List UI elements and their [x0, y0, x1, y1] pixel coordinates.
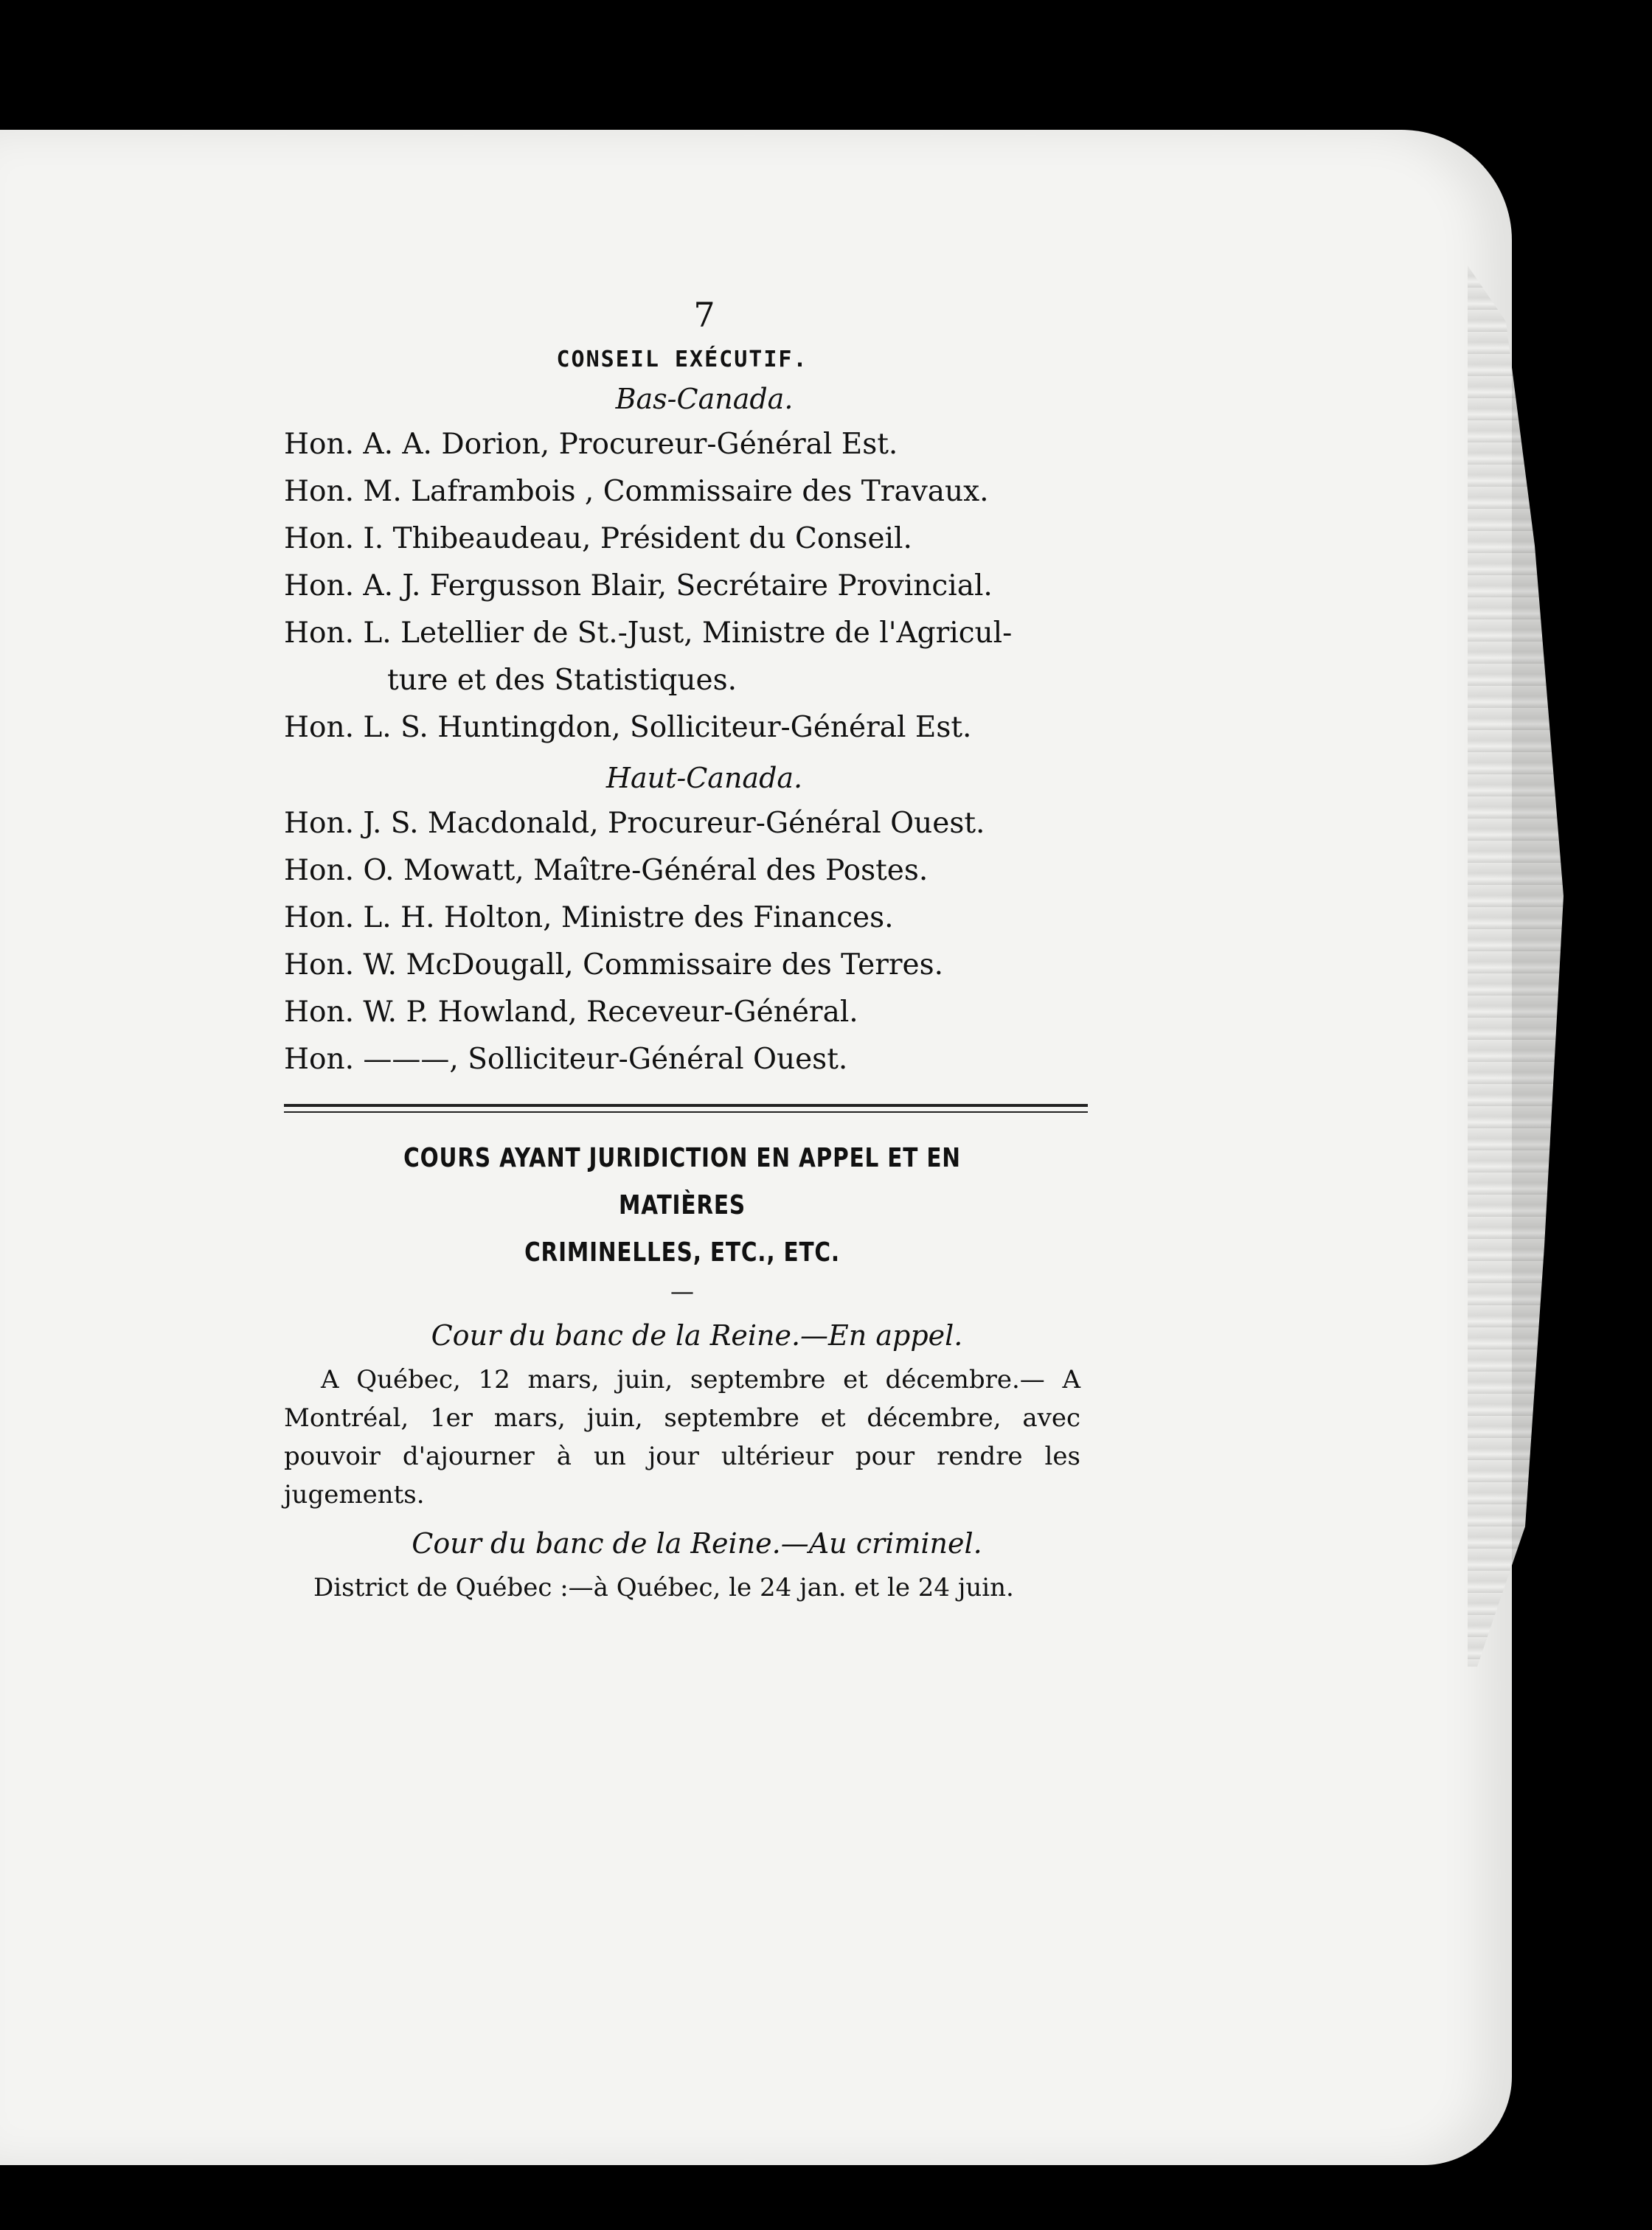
court-text-appel: A Québec, 12 mars, juin, septembre et décembre.— A Montréal, 1er mars, juin, septembre et décembre, avec pouvoir d'ajourner à un jour ultérieur pour rendre les jugements.	[284, 1365, 1080, 1510]
double-rule-divider	[284, 1104, 1088, 1113]
page-number: 7	[693, 295, 715, 335]
haut-canada-members	[284, 800, 1080, 1083]
cours-title-line-1: COURS AYANT JURIDICTION EN APPEL ET EN MATIÈRES	[403, 1143, 961, 1220]
member-entry: Hon. J. S. Macdonald, Procureur-Général Ouest.	[284, 807, 985, 840]
conseil-title: CONSEIL EXÉCUTIF.	[556, 347, 808, 372]
member-entry: Hon. M. Laframbois , Commissaire des Travaux.	[284, 475, 989, 508]
member-entry: Hon. L. S. Huntingdon, Solliciteur-Général Est.	[284, 711, 972, 744]
member-entry: Hon. ———, Solliciteur-Général Ouest.	[284, 1043, 848, 1076]
cours-title-line-2: CRIMINELLES, ETC., ETC.	[524, 1237, 840, 1268]
member-entry: Hon. I. Thibeaudeau, Président du Conseil.	[284, 522, 912, 555]
member-entry: Hon. L. Letellier de St.-Just, Ministre de l'Agricul- ture et des Statistiques.	[284, 610, 1080, 704]
region-heading-haut-canada: Haut-Canada.	[605, 762, 803, 794]
region-heading-bas-canada: Bas-Canada.	[615, 383, 794, 415]
member-entry: Hon. A. A. Dorion, Procureur-Général Est.	[284, 428, 898, 461]
page-content	[284, 295, 1080, 1607]
member-entry: Hon. W. P. Howland, Receveur-Général.	[284, 996, 858, 1029]
member-entry: Hon. O. Mowatt, Maître-Général des Postes.	[284, 854, 929, 887]
worn-page-edge	[1468, 265, 1564, 1667]
member-entry-continuation: ture et des Statistiques.	[387, 664, 738, 697]
court-heading-criminel: Cour du banc de la Reine.—Au criminel.	[412, 1527, 982, 1560]
section-separator: —	[670, 1277, 694, 1305]
bas-canada-members	[284, 421, 1080, 751]
court-heading-appel: Cour du banc de la Reine.—En appel.	[431, 1319, 963, 1352]
court-text-criminel: District de Québec :—à Québec, le 24 jan. et le 24 juin.	[313, 1573, 1014, 1602]
member-entry: Hon. L. H. Holton, Ministre des Finances.	[284, 901, 894, 934]
member-entry: Hon. W. McDougall, Commissaire des Terres.	[284, 948, 943, 982]
member-entry: Hon. A. J. Fergusson Blair, Secrétaire Provincial.	[284, 569, 993, 602]
cours-title	[355, 1135, 1009, 1276]
